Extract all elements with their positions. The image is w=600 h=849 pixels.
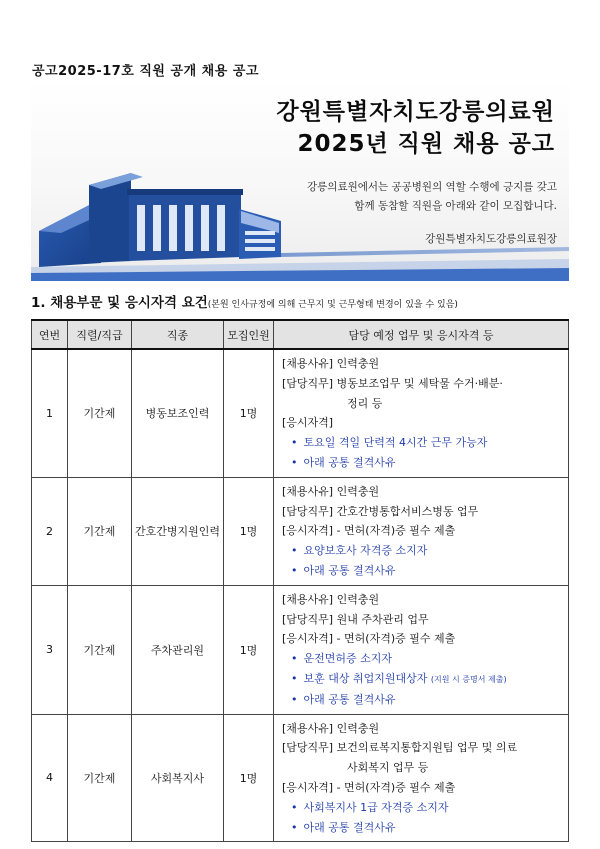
table-row <box>32 349 569 477</box>
detail-bullet-line <box>282 798 562 818</box>
detail-line <box>282 590 562 610</box>
bullet-dot-icon: • <box>291 436 298 450</box>
detail-text: [담당직무] 보건의료복지통합지원팀 업무 및 의료 <box>282 741 518 755</box>
detail-text: [담당직무] 원내 주차관리 업무 <box>282 612 429 626</box>
cell-grade: 기간제 <box>68 477 132 585</box>
cell-no: 4 <box>32 714 68 842</box>
detail-bullet-line <box>282 669 562 690</box>
detail-text: [응시자격] - 면허(자격)증 필수 제출 <box>282 632 456 646</box>
detail-line <box>282 502 562 522</box>
cell-detail <box>274 477 569 585</box>
cell-no: 3 <box>32 585 68 714</box>
banner-desc-line1: 강릉의료원에서는 공공병원의 역할 수행에 긍지를 갖고 <box>307 181 557 193</box>
detail-text: 요양보호사 자격증 소지자 <box>303 544 428 558</box>
bullet-dot-icon: • <box>291 652 298 666</box>
detail-line <box>282 394 562 414</box>
detail-text: 아래 공통 결격사유 <box>303 692 396 706</box>
detail-small-note: (지원 시 증명서 제출) <box>430 674 507 684</box>
detail-line <box>282 610 562 630</box>
cell-job: 간호간병지원인력 <box>132 477 224 585</box>
detail-line <box>282 521 562 541</box>
banner-desc-line2: 함께 동참할 직원을 아래와 같이 모집합니다. <box>354 200 557 212</box>
bullet-dot-icon: • <box>291 563 298 577</box>
detail-text: 운전면허증 소지자 <box>303 652 393 666</box>
bullet-dot-icon: • <box>291 455 298 469</box>
detail-text: [담당직무] 병동보조업무 및 세탁물 수거·배분· <box>282 376 503 390</box>
detail-line <box>282 374 562 394</box>
detail-line <box>282 413 562 433</box>
cell-job: 사회복지사 <box>132 714 224 842</box>
detail-text: 정리 등 <box>347 396 383 410</box>
detail-text: [응시자격] - 면허(자격)증 필수 제출 <box>282 524 456 538</box>
header-no: 연번 <box>32 320 68 349</box>
detail-bullet-line <box>282 453 562 473</box>
bullet-dot-icon: • <box>291 671 298 685</box>
header-job: 직종 <box>132 320 224 349</box>
detail-text: [채용사유] 인력충원 <box>282 592 380 606</box>
detail-text: [채용사유] 인력충원 <box>282 357 380 370</box>
section-note: (본원 인사규정에 의해 근무지 및 근무형태 변경이 있을 수 있음) <box>207 300 458 310</box>
bullet-dot-icon: • <box>291 544 298 558</box>
detail-line <box>282 354 562 374</box>
detail-line <box>282 778 562 798</box>
detail-bullet-line <box>282 433 562 453</box>
detail-bullet-line <box>282 818 562 838</box>
banner-title-line2: 2025년 직원 채용 공고 <box>297 131 555 157</box>
detail-text: [채용사유] 인력충원 <box>282 721 380 735</box>
detail-bullet-line <box>282 649 562 669</box>
detail-line <box>282 719 562 739</box>
cell-count: 1명 <box>224 585 274 714</box>
cell-count: 1명 <box>224 477 274 585</box>
detail-text: 토요일 격일 단력적 4시간 근무 가능자 <box>303 436 488 450</box>
table-row <box>32 477 569 585</box>
detail-line <box>282 482 562 502</box>
detail-text: [채용사유] 인력충원 <box>282 484 380 498</box>
bullet-dot-icon: • <box>291 692 298 706</box>
cell-no: 1 <box>32 349 68 477</box>
cell-detail <box>274 714 569 842</box>
table-row <box>32 585 569 714</box>
bullet-dot-icon: • <box>291 820 298 834</box>
table-header-row <box>32 320 569 349</box>
notice-number: 공고2025-17호 직원 공개 채용 공고 <box>32 64 259 79</box>
cell-job: 병동보조인력 <box>132 349 224 477</box>
detail-line <box>282 629 562 649</box>
cell-grade: 기간제 <box>68 714 132 842</box>
banner-description <box>307 178 557 216</box>
cell-no: 2 <box>32 477 68 585</box>
detail-text: [담당직무] 간호간병통합서비스병동 업무 <box>282 504 479 518</box>
detail-line <box>282 738 562 758</box>
cell-count: 1명 <box>224 714 274 842</box>
detail-line <box>282 758 562 778</box>
recruitment-table <box>31 319 569 842</box>
section-heading <box>31 291 458 311</box>
bullet-dot-icon: • <box>291 800 298 814</box>
detail-text: [응시자격] - 면허(자격)증 필수 제출 <box>282 780 456 794</box>
detail-bullet-line <box>282 690 562 710</box>
detail-text: 사회복지사 1급 자격증 소지자 <box>303 800 449 814</box>
cell-detail <box>274 585 569 714</box>
detail-text: 아래 공통 결격사유 <box>303 455 396 469</box>
header-count: 모집인원 <box>224 320 274 349</box>
banner <box>31 81 569 281</box>
cell-detail <box>274 349 569 477</box>
section-title: 1. 채용부문 및 응시자격 요건 <box>31 295 208 311</box>
banner-signature: 강원특별자치도강릉의료원장 <box>425 233 557 245</box>
detail-bullet-line <box>282 561 562 581</box>
cell-count: 1명 <box>224 349 274 477</box>
header-grade: 직렬/직급 <box>68 320 132 349</box>
cell-job: 주차관리원 <box>132 585 224 714</box>
detail-text: 아래 공통 결격사유 <box>303 820 396 834</box>
detail-text: 아래 공통 결격사유 <box>303 563 396 577</box>
cell-grade: 기간제 <box>68 349 132 477</box>
table-row <box>32 714 569 842</box>
detail-text: [응시자격] <box>282 416 334 430</box>
cell-grade: 기간제 <box>68 585 132 714</box>
header-detail: 담당 예정 업무 및 응시자격 등 <box>274 320 569 349</box>
banner-title-line1: 강원특별자치도강릉의료원 <box>276 99 555 125</box>
detail-bullet-line <box>282 541 562 561</box>
detail-text: 보훈 대상 취업지원대상자 <box>303 671 428 685</box>
detail-text: 사회복지 업무 등 <box>347 761 429 775</box>
